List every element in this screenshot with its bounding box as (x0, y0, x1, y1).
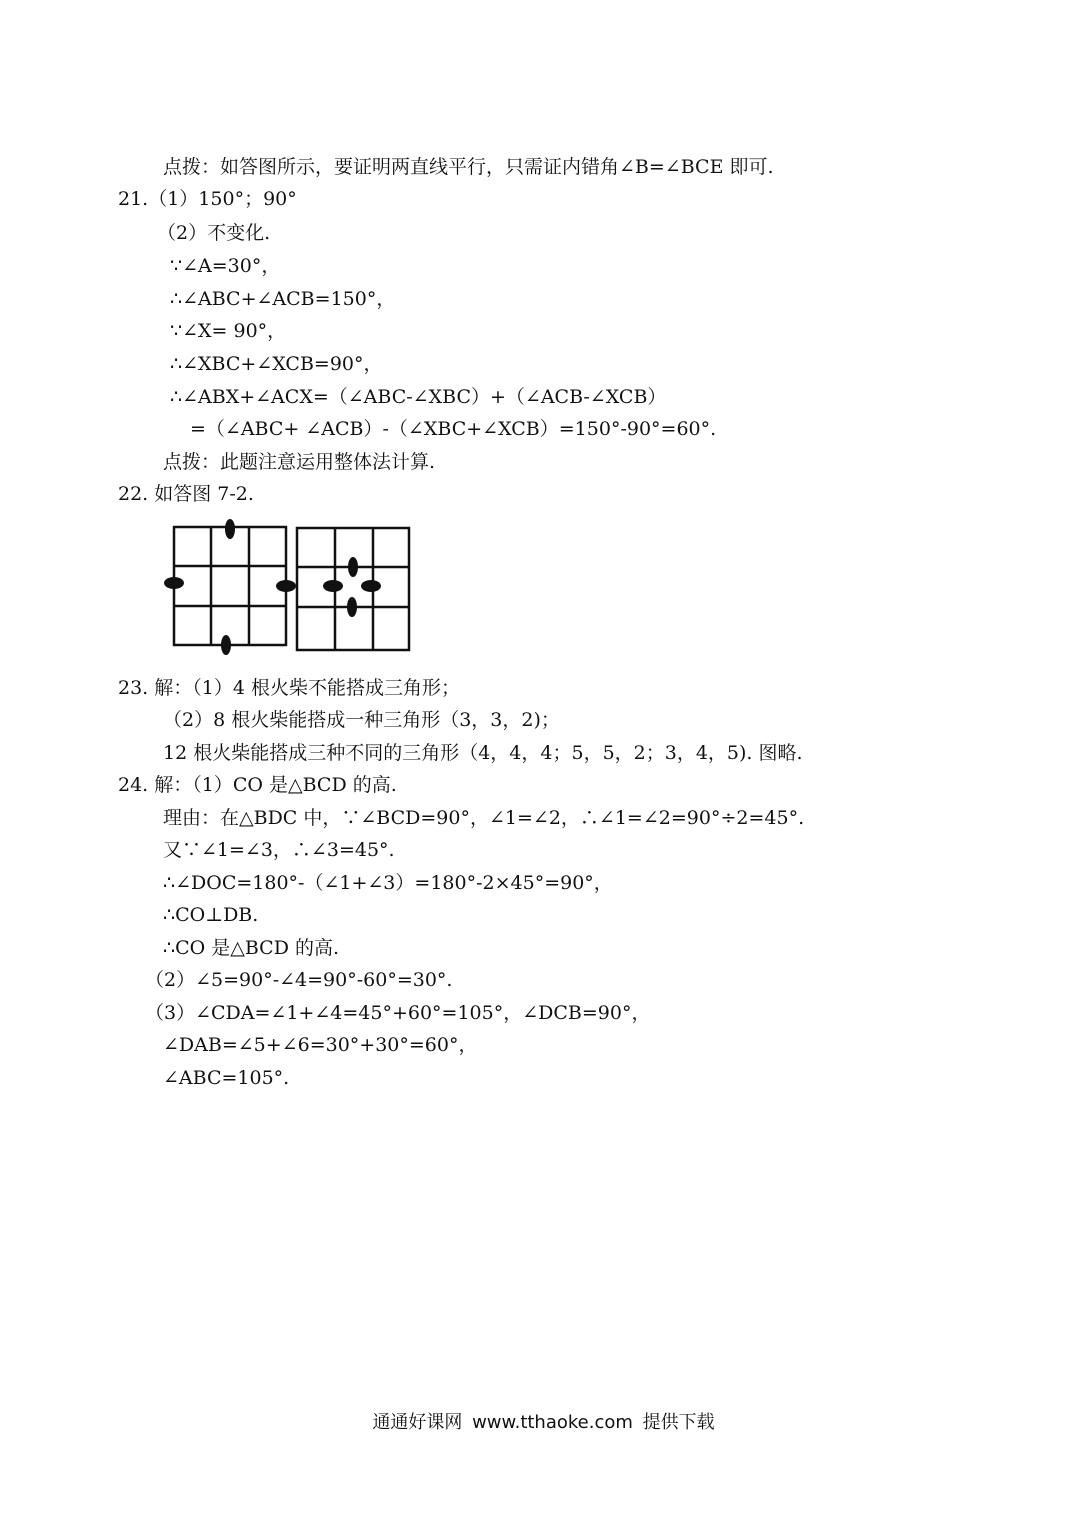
left-grid (174, 527, 286, 645)
answer-21-step: ∵∠X= 90°， (170, 320, 287, 342)
answer-21-step: =（∠ABC+ ∠ACB）-（∠XBC+∠XCB）=150°-90°=60°. (190, 418, 717, 440)
answer-23-part2: （2）8 根火柴能搭成一种三角形（3，3，2)； (163, 709, 560, 731)
answer-24-part2: （2）∠5=90°-∠4=90°-60°=30°. (145, 969, 453, 991)
answer-21-step: ∴∠XBC+∠XCB=90°， (170, 353, 383, 375)
page-footer (0, 1408, 1087, 1434)
answer-21-step: ∴∠ABX+∠ACX=（∠ABC-∠XBC）+（∠ACB-∠XCB） (170, 386, 667, 408)
answer-23-part2-cont: 12 根火柴能搭成三种不同的三角形（4，4，4；5，5，2；3，4，5). 图略. (163, 742, 803, 764)
answer-21-step: ∴∠ABC+∠ACB=150°， (170, 288, 396, 310)
answer-figure-7-2 (160, 515, 420, 660)
hint-line: 点拨：如答图所示，要证明两直线平行，只需证内错角∠B=∠BCE 即可. (163, 156, 774, 178)
right-grid (297, 528, 409, 650)
answer-21-step: ∵∠A=30°， (170, 255, 281, 277)
answer-24-step: ∴∠DOC=180°-（∠1+∠3）=180°-2×45°=90°， (163, 872, 613, 894)
answer-24-step: ∴CO 是△BCD 的高. (163, 937, 340, 959)
answer-24-step: ∠DAB=∠5+∠6=30°+30°=60°， (163, 1034, 478, 1056)
answer-24-part1: 24. 解：（1）CO 是△BCD 的高. (118, 774, 397, 796)
hint-line: 点拨：此题注意运用整体法计算. (163, 451, 436, 473)
footer-suffix: 提供下载 (642, 1412, 715, 1433)
left-grid-matchsticks (164, 519, 296, 655)
answer-24-part3: （3）∠CDA=∠1+∠4=45°+60°=105°，∠DCB=90°， (145, 1002, 651, 1024)
answer-21-part2: （2）不变化. (157, 222, 271, 244)
answer-24-step: ∴CO⊥DB. (163, 904, 259, 926)
answer-24-step: ∠ABC=105°. (163, 1067, 290, 1089)
answer-24-reason: 理由：在△BDC 中，∵∠BCD=90°，∠1=∠2，∴∠1=∠2=90°÷2=45°. (163, 807, 805, 829)
answer-23-part1: 23. 解：（1）4 根火柴不能搭成三角形； (118, 677, 460, 699)
footer-url[interactable]: www.tthaoke.com (472, 1412, 633, 1433)
answer-24-step: 又∵∠1=∠3，∴∠3=45°. (163, 839, 395, 861)
answer-21-part1: 21.（1）150°；90° (118, 188, 297, 210)
answer-22: 22. 如答图 7-2. (118, 483, 254, 505)
footer-site-name: 通通好课网 (372, 1412, 463, 1433)
